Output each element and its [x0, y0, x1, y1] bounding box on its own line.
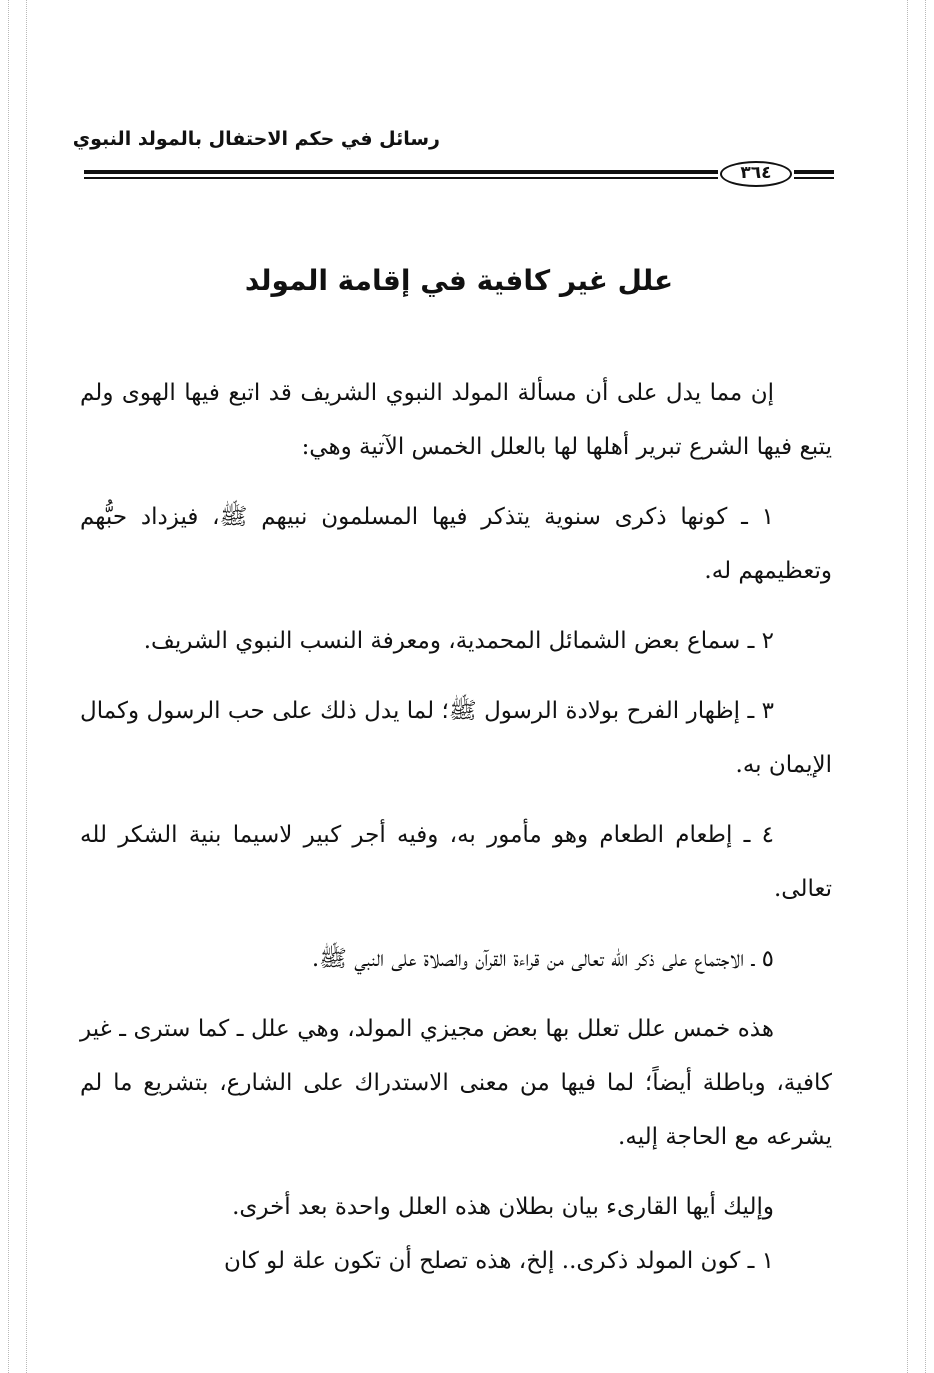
paragraph-rebuttal-1: ١ ـ كون المولد ذكرى.. إلخ، هذه تصلح أن تكون علة لو كان: [223, 1248, 774, 1274]
chapter-title: علل غير كافية في إقامة المولد: [244, 264, 674, 297]
page-number: ٣٦٤: [720, 161, 792, 187]
body-text: [80, 366, 832, 1304]
scan-edge-left-inner: [26, 0, 28, 1373]
header-rule-left: [84, 170, 718, 179]
running-header-title: رسائل في حكم الاحتفال بالمولد النبوي: [72, 128, 440, 150]
paragraph-intro: إن مما يدل على أن مسألة المولد النبوي الشريف قد اتبع فيها الهوى ولم يتبع فيها الشرع تبرير أهلها لها بالعلل الخمس الآتية وهي:: [80, 380, 832, 460]
scan-edge-left: [8, 0, 10, 1373]
paragraph-reason-3: ٣ ـ إظهار الفرح بولادة الرسول ﷺ؛ لما يدل ذلك على حب الرسول وكمال الإيمان به.: [80, 698, 832, 778]
paragraph-reason-4: ٤ ـ إطعام الطعام وهو مأمور به، وفيه أجر كبير لاسيما بنية الشكر لله تعالى.: [80, 822, 832, 902]
paragraph-reason-1: ١ ـ كونها ذكرى سنوية يتذكر فيها المسلمون نبيهم ﷺ، فيزداد حبُّهم وتعظيمهم له.: [80, 504, 832, 584]
paragraph-summary: هذه خمس علل تعلل بها بعض مجيزي المولد، وهي علل ـ كما سترى ـ غير كافية، وباطلة أيضاً؛ لما فيها من معنى الاستدراك على الشارع، بتشريع ما لم يشرعه مع الحاجة إليه.: [80, 1016, 832, 1150]
paragraph-reason-2: ٢ ـ سماع بعض الشمائل المحمدية، ومعرفة النسب النبوي الشريف.: [143, 628, 774, 654]
scan-edge-right-inner: [907, 0, 909, 1373]
paragraph-reason-5: ٥ ـ الاجتماع على ذكر الله تعالى من قراءة القرآن والصلاة على النبي ﷺ.: [311, 946, 774, 972]
scan-edge-right: [925, 0, 927, 1373]
header-rule: [84, 161, 834, 191]
paragraph-transition: وإليك أيها القارىء بيان بطلان هذه العلل واحدة بعد أخرى.: [232, 1194, 774, 1220]
header-rule-right: [794, 170, 834, 179]
